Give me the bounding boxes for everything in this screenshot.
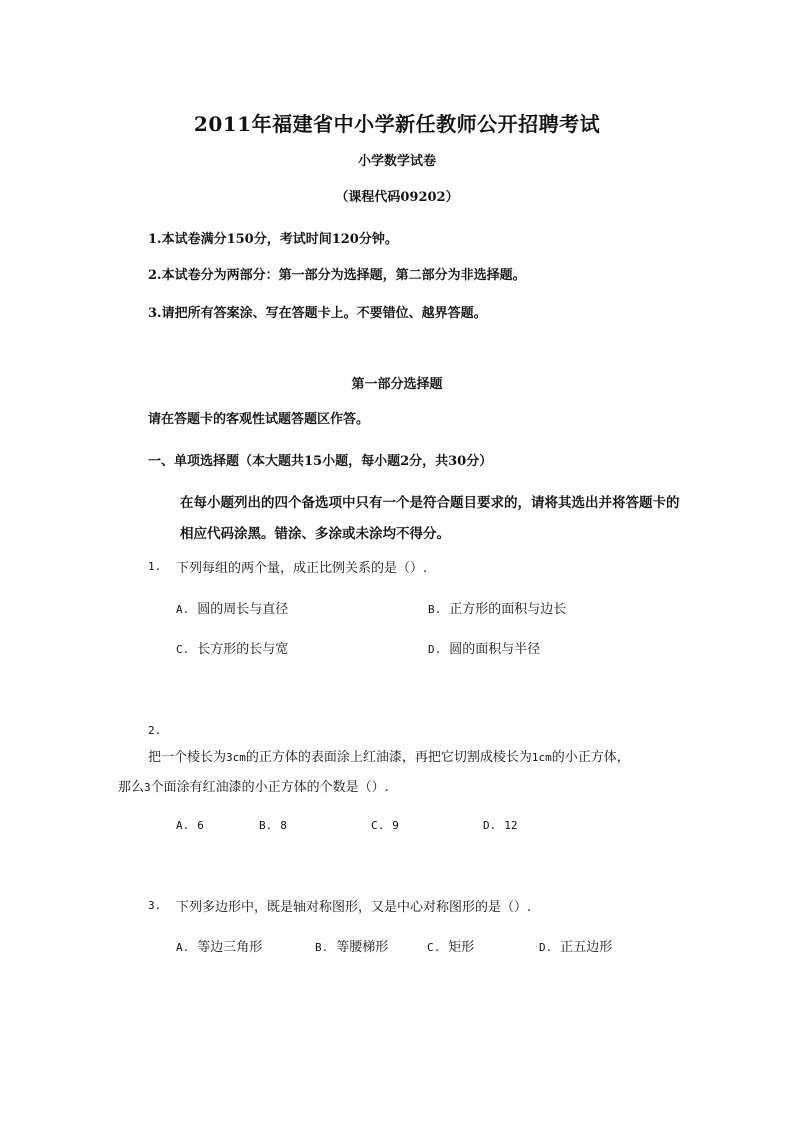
option-text: 正方形的面积与边长	[449, 602, 567, 617]
question-3-option-a	[176, 936, 262, 955]
question-2-option-c	[371, 818, 399, 833]
q2-measure: 3cm	[226, 751, 246, 764]
question-1-text: 下列每组的两个量，成正比例关系的是（）.	[176, 561, 428, 576]
q2-text: 的正方体的表面涂上红油漆，再把它切割成棱长为	[245, 750, 532, 765]
question-2-option-b	[259, 818, 287, 833]
question-3-option-d	[539, 936, 612, 955]
question-2-number: 2.	[148, 724, 162, 737]
part-instruction: 请在答题卡的客观性试题答题区作答。	[148, 412, 370, 427]
option-label: D.	[483, 819, 497, 832]
q2-number: 3	[144, 781, 151, 794]
option-text: 等腰梯形	[336, 940, 389, 955]
q2-text: 那么	[118, 780, 145, 795]
option-text: 长方形的长与宽	[197, 642, 289, 657]
question-2-line-1	[148, 746, 630, 765]
option-label: B.	[315, 941, 329, 954]
option-text: 8	[280, 819, 287, 832]
option-text: 12	[504, 819, 518, 832]
question-1-option-c	[176, 638, 288, 657]
option-text: 矩形	[448, 940, 475, 955]
question-2-option-d	[483, 818, 518, 833]
option-label: A.	[176, 603, 190, 616]
option-text: 圆的面积与半径	[449, 642, 541, 657]
question-3-option-c	[427, 936, 474, 955]
option-label: B.	[259, 819, 273, 832]
question-1-option-b	[428, 598, 566, 617]
paper-subtitle: 小学数学试卷	[357, 154, 436, 169]
option-text: 圆的周长与直径	[197, 602, 289, 617]
q2-measure: 1cm	[531, 751, 552, 764]
q2-text: 把一个棱长为	[148, 750, 227, 765]
question-3-text: 下列多边形中，既是轴对称图形，又是中心对称图形的是（）.	[176, 900, 532, 915]
section-heading: 一、单项选择题（本大题共15小题，每小题2分，共30分）	[148, 454, 493, 469]
q2-text: 个面涂有红油漆的小正方体的个数是（）.	[150, 780, 389, 795]
section-note: 在每小题列出的四个备选项中只有一个是符合题目要求的，请将其选出并将答题卡的相应代码涂黑。错涂、多涂或未涂均不得分。	[180, 495, 680, 542]
option-text: 6	[197, 819, 204, 832]
option-label: B.	[428, 603, 442, 616]
q2-text: 的小正方体，	[551, 750, 630, 765]
option-label: A.	[176, 819, 190, 832]
question-1-option-d	[428, 638, 540, 657]
instruction-note-2: 2.本试卷分为两部分：第一部分为选择题，第二部分为非选择题。	[148, 268, 526, 283]
option-label: A.	[176, 941, 190, 954]
question-3-number: 3.	[148, 899, 162, 912]
option-label: C.	[176, 643, 190, 656]
course-code: （课程代码09202）	[335, 190, 459, 205]
instruction-note-3: 3.请把所有答案涂、写在答题卡上。不要错位、越界答题。	[148, 306, 487, 321]
page-title: 2011年福建省中小学新任教师公开招聘考试	[193, 112, 601, 136]
question-2-line-2	[118, 776, 389, 795]
question-1-number: 1.	[148, 560, 162, 573]
option-text: 9	[392, 819, 399, 832]
question-2-option-a	[176, 818, 204, 833]
option-label: C.	[371, 819, 385, 832]
option-text: 等边三角形	[197, 940, 263, 955]
option-label: D.	[428, 643, 442, 656]
option-label: D.	[539, 941, 553, 954]
option-text: 正五边形	[560, 940, 613, 955]
question-1-option-a	[176, 598, 288, 617]
part-heading: 第一部分选择题	[351, 377, 443, 392]
instruction-note-1: 1.本试卷满分150分，考试时间120分钟。	[148, 232, 398, 247]
question-3-option-b	[315, 936, 388, 955]
option-label: C.	[427, 941, 441, 954]
